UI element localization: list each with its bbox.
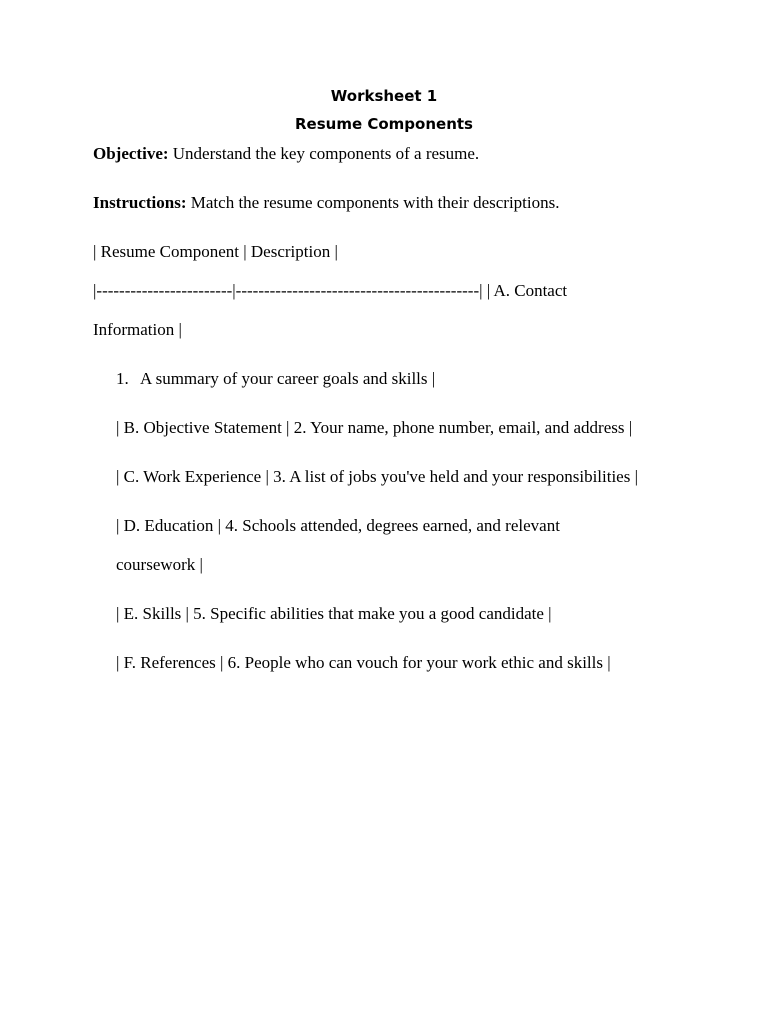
worksheet-title: Worksheet 1 <box>330 87 438 105</box>
table-header-row: | Resume Component | Description | <box>93 242 338 261</box>
table-row-d-line1: | D. Education | 4. Schools attended, degrees earned, and relevant <box>116 516 560 535</box>
objective-label: Objective: <box>93 144 169 163</box>
instructions-text: Match the resume components with their descriptions. <box>186 193 560 212</box>
table-row-d-line2: coursework | <box>116 555 203 574</box>
instructions-paragraph <box>93 192 560 214</box>
list-item-1-number: 1. <box>116 369 129 388</box>
table-separator-wrap: Information | <box>93 320 182 339</box>
table-row-e: | E. Skills | 5. Specific abilities that make you a good candidate | <box>116 604 552 623</box>
table-row-f: | F. References | 6. People who can vouch for your work ethic and skills | <box>116 653 611 672</box>
list-item-1-text: A summary of your career goals and skills | <box>140 369 436 388</box>
table-separator-line: |------------------------|-------------------------------------------| | A. Contact <box>93 281 568 300</box>
objective-text: Understand the key components of a resume. <box>168 144 480 163</box>
objective-paragraph <box>93 143 479 165</box>
worksheet-subtitle: Resume Components <box>295 115 473 133</box>
table-row-c: | C. Work Experience | 3. A list of jobs you've held and your responsibilities | <box>116 467 638 486</box>
table-row-b: | B. Objective Statement | 2. Your name, phone number, email, and address | <box>116 418 633 437</box>
list-item-1 <box>116 368 435 390</box>
instructions-label: Instructions: <box>93 193 187 212</box>
